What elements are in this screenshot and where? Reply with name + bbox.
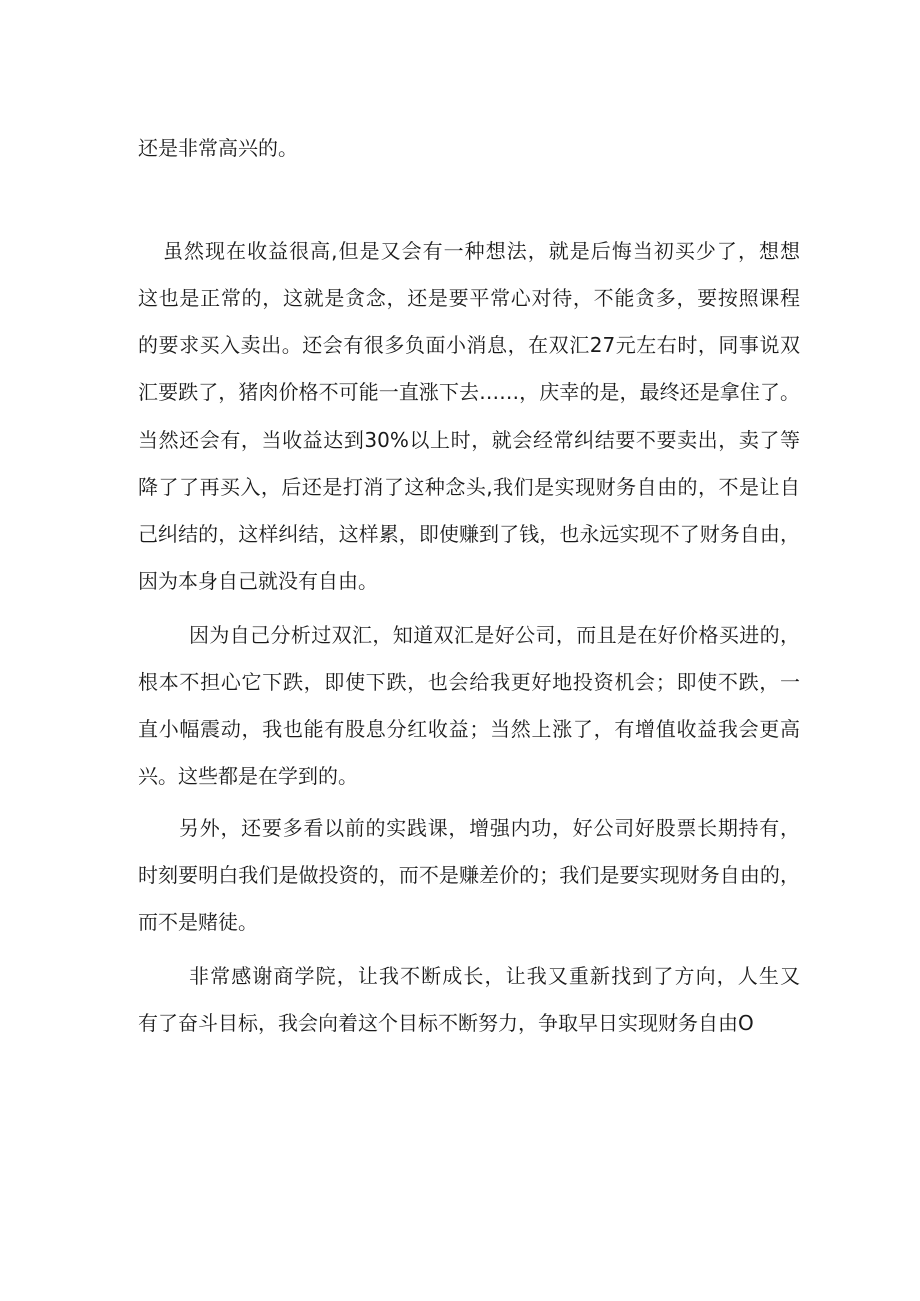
text-line-16: 而不是赌徒。 [138,910,258,934]
text-line-14: 另外，还要多看以前的实践课，增强内功，好公司好股票长期持有， [179,816,800,840]
text-line-8: 己纠结的，这样纠结，这样累，即使赚到了钱，也永远实现不了财务自由， [138,522,800,546]
text-line-12: 直小幅震动，我也能有股息分红收益；当然上涨了，有增值收益我会更高 [138,717,800,741]
text-line-17: 非常感谢商学院，让我不断成长，让我又重新找到了方向，人生又 [189,964,800,988]
text-line-1: 还是非常高兴的。 [138,136,298,160]
text-line-3: 这也是正常的，这就是贪念，还是要平常心对待，不能贪多，要按照课程 [138,286,800,310]
text-line-6: 当然还会有，当收益达到30%以上时，就会经常纠结要不要卖出，卖了等 [138,428,800,452]
text-line-2: 虽然现在收益很高,但是又会有一种想法，就是后悔当初买少了，想想 [163,239,800,263]
text-line-11: 根本不担心它下跌，即使下跌，也会给我更好地投资机会；即使不跌，一 [138,670,800,694]
text-line-10: 因为自己分析过双汇，知道双汇是好公司，而且是在好价格买进的， [189,623,800,647]
text-line-15: 时刻要明白我们是做投资的，而不是赚差价的；我们是要实现财务自由的， [138,863,800,887]
text-line-5: 汇要跌了，猪肉价格不可能一直涨下去……，庆幸的是，最终还是拿住了。 [138,380,800,404]
text-line-4: 的要求买入卖出。还会有很多负面小消息，在双汇27元左右时，同事说双 [138,333,800,357]
text-line-7: 降了了再买入，后还是打消了这种念头,我们是实现财务自由的，不是让自 [138,475,800,499]
text-line-18: 有了奋斗目标，我会向着这个目标不断努力，争取早日实现财务自由O [138,1011,754,1035]
text-line-13: 兴。这些都是在学到的。 [138,764,358,788]
text-line-9: 因为本身自己就没有自由。 [138,569,378,593]
